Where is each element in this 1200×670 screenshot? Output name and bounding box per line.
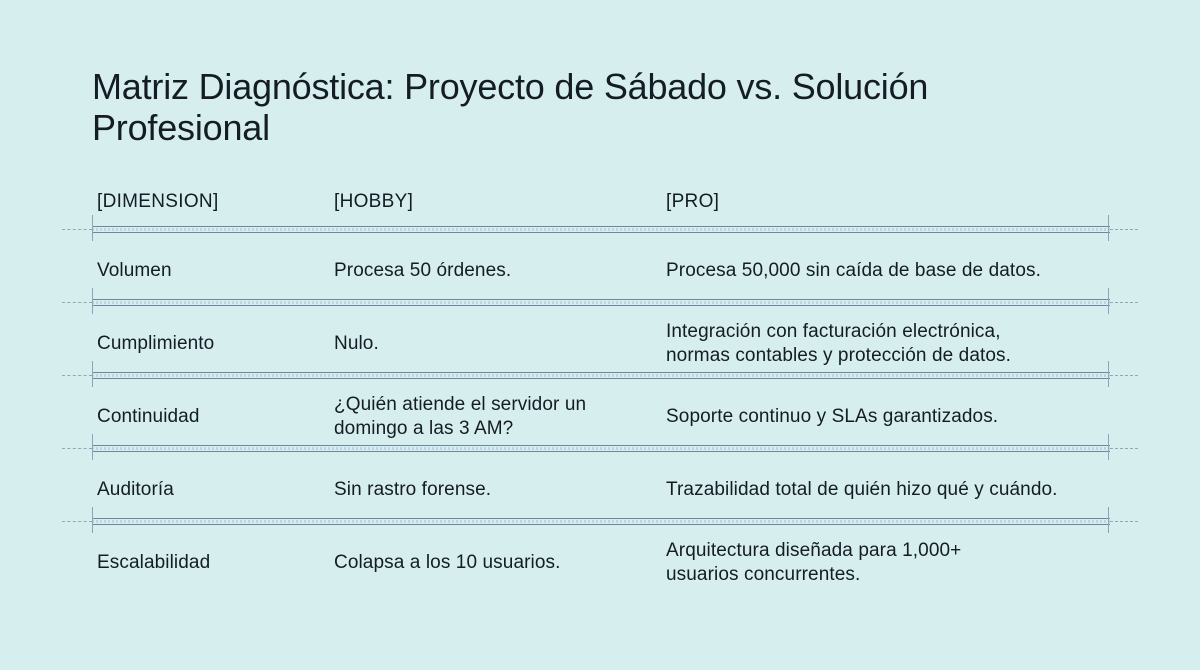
separator-line-a (92, 226, 1110, 227)
separator-hatch (92, 447, 1110, 450)
row-separator (0, 224, 1200, 236)
separator-dash-r (1110, 448, 1138, 449)
hobby-cell (334, 551, 644, 575)
page-title: Matriz Diagnóstica: Proyecto de Sábado vs. Solución Profesional (92, 66, 929, 148)
row-separator (0, 516, 1200, 528)
separator-line-a (92, 518, 1110, 519)
pro-cell (666, 478, 1126, 502)
separator-hatch (92, 301, 1110, 304)
separator-line-b (92, 305, 1110, 306)
separator-line-b (92, 524, 1110, 525)
header-dimension: [DIMENSION] (97, 191, 219, 212)
pro-cell-line: Procesa 50,000 sin caída de base de datos. (666, 259, 1041, 281)
pro-cell-line: Arquitectura diseñada para 1,000+ (666, 539, 962, 561)
header-hobby: [HOBBY] (334, 191, 414, 212)
separator-tick-r (1108, 288, 1109, 314)
pro-cell-line: normas contables y protección de datos. (666, 344, 1012, 366)
dimension-label: Continuidad (97, 405, 200, 427)
dimension-label: Cumplimiento (97, 332, 215, 354)
separator-line-b (92, 451, 1110, 452)
row-separator (0, 370, 1200, 382)
pro-cell (666, 539, 1126, 587)
separator-tick-l (92, 215, 93, 241)
hobby-cell-line: Nulo. (334, 332, 379, 354)
separator-dash-l (62, 302, 92, 303)
separator-dash-l (62, 521, 92, 522)
separator-dash-r (1110, 229, 1138, 230)
pro-cell (666, 320, 1126, 368)
separator-line-b (92, 232, 1110, 233)
separator-dash-r (1110, 302, 1138, 303)
pro-cell-line: usuarios concurrentes. (666, 563, 861, 585)
dimension-label: Auditoría (97, 478, 174, 500)
separator-tick-l (92, 507, 93, 533)
separator-tick-l (92, 361, 93, 387)
dimension-label: Volumen (97, 259, 172, 281)
hobby-cell (334, 259, 644, 283)
pro-cell-line: Trazabilidad total de quién hizo qué y cuándo. (666, 478, 1058, 500)
hobby-cell (334, 332, 644, 356)
hobby-cell-line: Sin rastro forense. (334, 478, 492, 500)
hobby-cell (334, 478, 644, 502)
separator-tick-r (1108, 507, 1109, 533)
pro-cell-line: Integración con facturación electrónica, (666, 320, 1001, 342)
separator-dash-l (62, 448, 92, 449)
hobby-cell-line: ¿Quién atiende el servidor un (334, 393, 587, 415)
hobby-cell-line: Colapsa a los 10 usuarios. (334, 551, 561, 573)
separator-line-a (92, 299, 1110, 300)
hobby-cell (334, 393, 644, 441)
dimension-label: Escalabilidad (97, 551, 211, 573)
separator-tick-l (92, 288, 93, 314)
separator-hatch (92, 520, 1110, 523)
header-pro: [PRO] (666, 191, 720, 212)
pro-cell (666, 405, 1126, 429)
separator-line-a (92, 372, 1110, 373)
separator-tick-r (1108, 215, 1109, 241)
separator-dash-l (62, 375, 92, 376)
separator-hatch (92, 228, 1110, 231)
separator-dash-l (62, 229, 92, 230)
pro-cell (666, 259, 1126, 283)
pro-cell-line: Soporte continuo y SLAs garantizados. (666, 405, 999, 427)
row-separator (0, 443, 1200, 455)
separator-tick-r (1108, 434, 1109, 460)
separator-tick-r (1108, 361, 1109, 387)
separator-tick-l (92, 434, 93, 460)
row-separator (0, 297, 1200, 309)
separator-line-b (92, 378, 1110, 379)
separator-dash-r (1110, 521, 1138, 522)
hobby-cell-line: Procesa 50 órdenes. (334, 259, 512, 281)
hobby-cell-line: domingo a las 3 AM? (334, 417, 514, 439)
separator-hatch (92, 374, 1110, 377)
separator-dash-r (1110, 375, 1138, 376)
separator-line-a (92, 445, 1110, 446)
